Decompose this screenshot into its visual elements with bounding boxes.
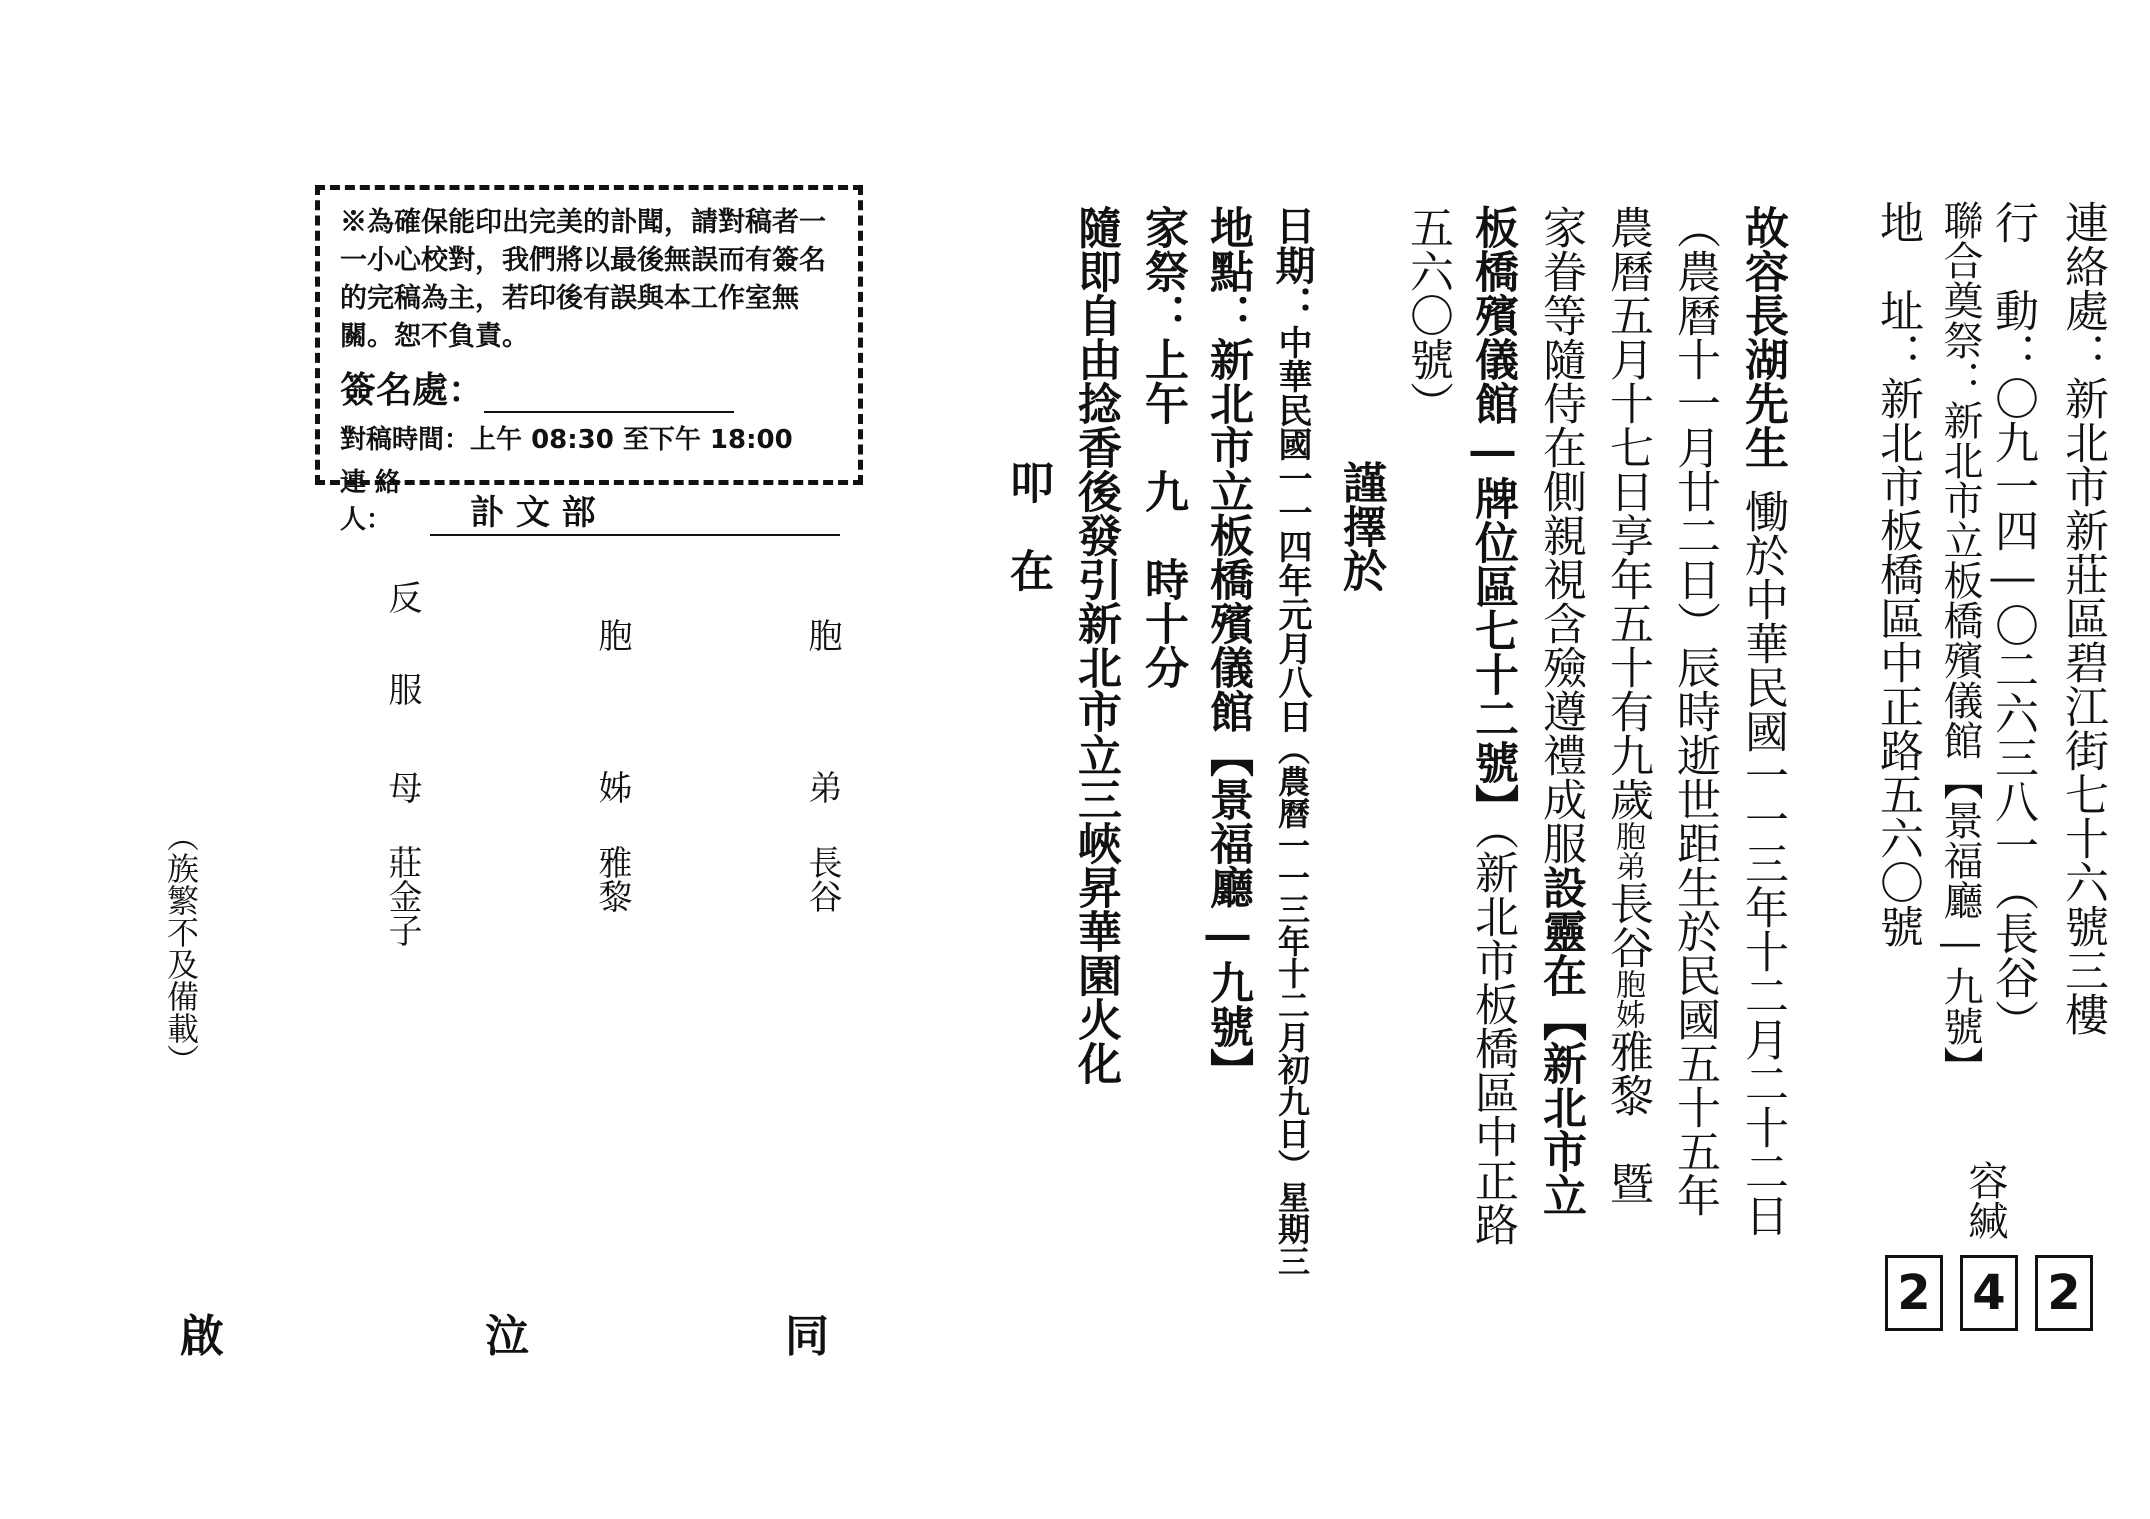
contact-joint-rite: 聯合奠祭：新北市立板橋殯儀館【景福廳―九號】 bbox=[1937, 200, 1983, 1086]
announcement-col-5 bbox=[1467, 205, 1518, 1246]
date-lunar: （農曆一一三年十二月初九日） bbox=[1273, 733, 1311, 1181]
time-label: 對稿時間： bbox=[340, 425, 471, 455]
mourner-1-name: 長谷 bbox=[802, 845, 842, 913]
mourner-2-role: 姊 bbox=[592, 770, 632, 804]
wreath-digit-1: 2 bbox=[1885, 1255, 1943, 1331]
contact-mobile: 行 動：〇九一四―〇二六三八一（長谷） bbox=[1987, 200, 2038, 1043]
mourner-3-relation: 反 bbox=[382, 580, 422, 614]
announcement-col-1 bbox=[1737, 205, 1788, 1237]
memorial-location-2: 板橋殯儀館―牌位區七十二號】 bbox=[1467, 205, 1518, 828]
proofreading-box bbox=[315, 185, 863, 535]
closing-text: 叩 在 bbox=[1002, 460, 1053, 592]
schedule-cremation: 隨即自由捻香後發引新北市立三峽昇華園火化 bbox=[1070, 205, 1121, 1085]
footer-right: 同 bbox=[785, 1311, 829, 1362]
mourner-3-role2: 母 bbox=[382, 770, 422, 804]
announcement-col-3 bbox=[1602, 205, 1653, 1205]
deceased-name: 故容長湖先生 bbox=[1737, 205, 1788, 469]
relation-brother: 胞弟 bbox=[1610, 821, 1645, 881]
schedule-date bbox=[1269, 205, 1316, 1277]
schedule-family-rite: 家祭：上午 九 時十分 bbox=[1137, 205, 1188, 689]
mourner-2-name: 雅黎 bbox=[592, 845, 632, 913]
memorial-address: （新北市板橋區中正路 bbox=[1467, 828, 1518, 1246]
brother-name: 長谷 bbox=[1602, 881, 1653, 969]
wreath-digit-2: 4 bbox=[1960, 1255, 2018, 1331]
contact-person-label: 連 絡 人： bbox=[340, 468, 402, 535]
announcement-col-4 bbox=[1535, 205, 1586, 1217]
death-date: 慟於中華民國一一三年十二月二十二日 bbox=[1737, 489, 1788, 1237]
sign-label: 簽名處： bbox=[340, 369, 485, 411]
footer-middle: 泣 bbox=[485, 1311, 529, 1362]
contact-address: 連絡處：新北市新莊區碧江街七十六號三樓 bbox=[2057, 200, 2108, 1036]
date-label: 日期： bbox=[1269, 205, 1316, 325]
contact-hall-address: 地 址：新北市板橋區中正路五六〇號 bbox=[1872, 200, 1923, 948]
mourner-3-role: 服 bbox=[382, 672, 422, 706]
proof-note: ※為確保能印出完美的訃聞，請對稿者一一小心校對，我們將以最後無誤而有簽名的完稿為主，若印後有誤與本工作室無關。恕不負責。 bbox=[340, 207, 826, 352]
wreath-digit-3: 2 bbox=[2035, 1255, 2093, 1331]
mourner-1-relation: 胞 bbox=[802, 618, 842, 652]
mourner-3-name: 莊金子 bbox=[382, 845, 422, 947]
relation-sister: 胞姊 bbox=[1610, 969, 1645, 1029]
time-value: 上午 08:30 至下午 18:00 bbox=[470, 425, 793, 455]
family-attendance: 家眷等隨侍在側親視含殮遵禮成服 bbox=[1535, 205, 1586, 865]
mourner-2-relation: 胞 bbox=[592, 618, 632, 652]
memorial-location-1: 設靈在【新北市立 bbox=[1535, 865, 1586, 1217]
chosen-text: 謹擇於 bbox=[1335, 460, 1386, 592]
footer-left: 啟 bbox=[180, 1311, 224, 1362]
sign-line[interactable] bbox=[484, 381, 734, 413]
announcement-col-2: （農曆十一月廿二日）辰時逝世距生於民國五十五年 bbox=[1669, 205, 1720, 1217]
announcement-col-6: 五六〇號） bbox=[1402, 205, 1453, 425]
wreath-label: 容緘 bbox=[1962, 1160, 2008, 1240]
contact-person-value: 訃 文 部 bbox=[430, 485, 840, 536]
schedule-place: 地點：新北市立板橋殯儀館【景福廳―九號】 bbox=[1202, 205, 1253, 1092]
birth-age-text: 農曆五月十七日享年五十有九歲 bbox=[1602, 205, 1653, 821]
relatives-note: （族繁不及備載） bbox=[162, 820, 200, 1076]
sister-name: 雅黎 暨 bbox=[1602, 1029, 1653, 1205]
date-weekday: 星期三 bbox=[1273, 1181, 1311, 1277]
mourner-1-role: 弟 bbox=[802, 770, 842, 804]
date-value: 中華民國一一四年元月八日 bbox=[1272, 325, 1312, 733]
